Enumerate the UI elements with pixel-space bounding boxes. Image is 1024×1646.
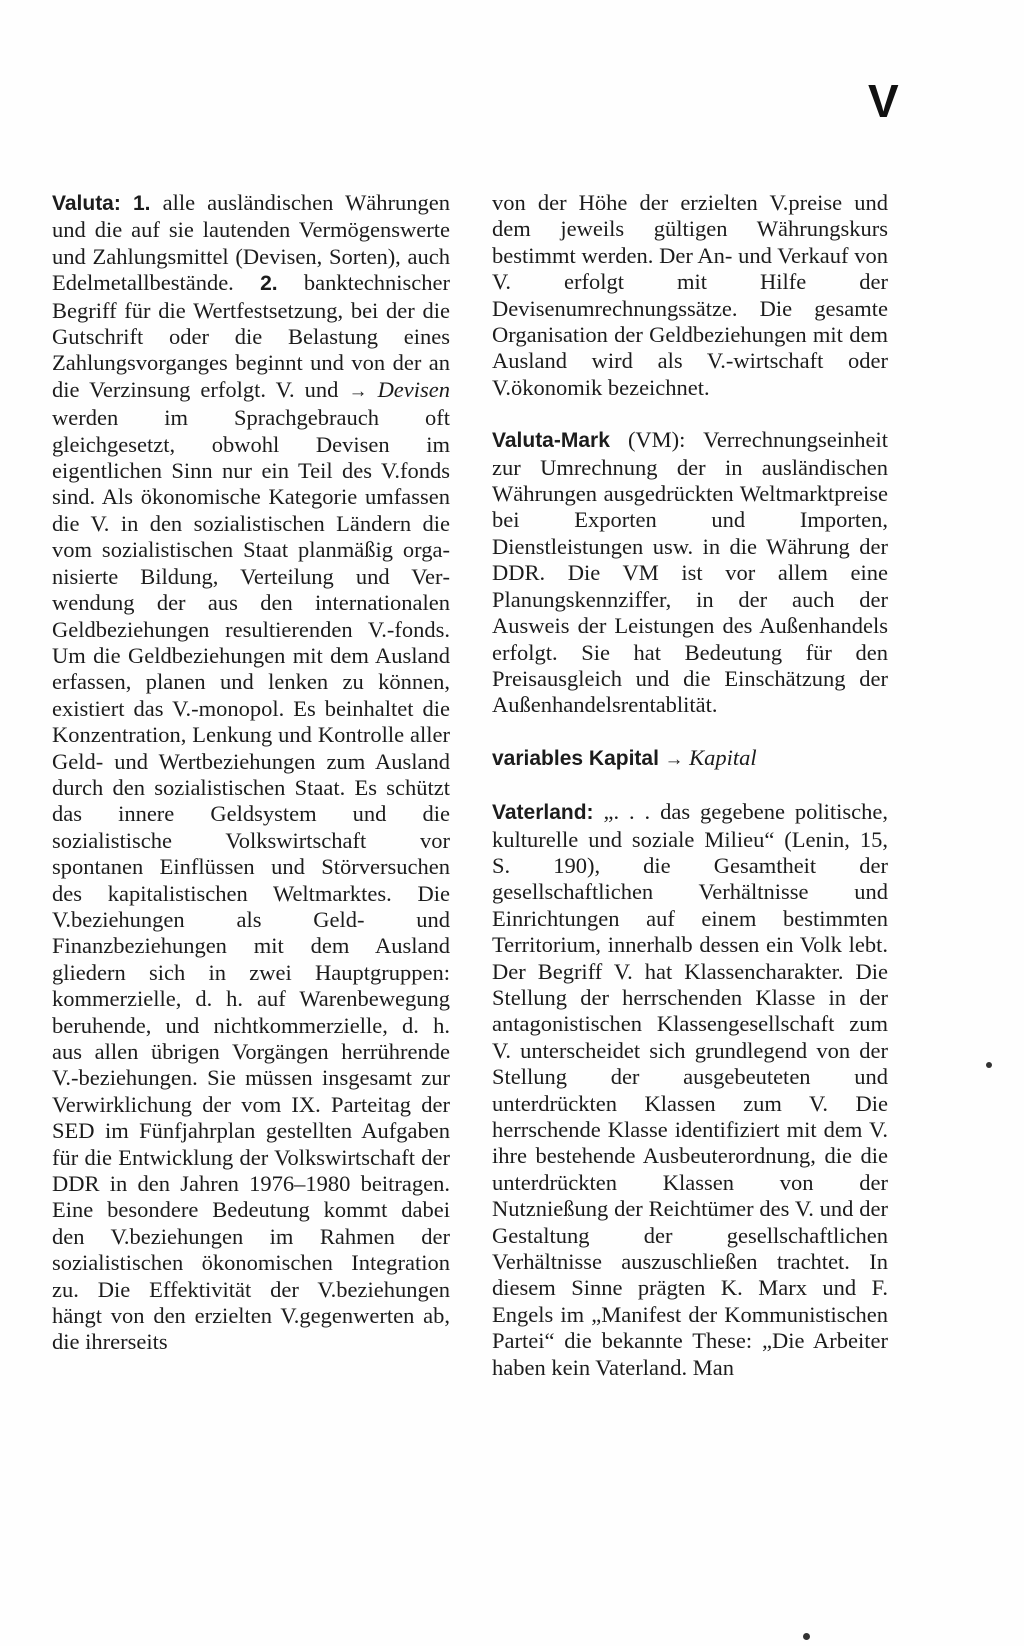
- entry-text: banktechnischer Begriff für die Wertfestsetzung, bei der die Gutschrift oder die Belastung eines Zahlungsvorganges beginnt und von der an die Verzinsung erfolgt. V. und: [52, 270, 451, 402]
- cross-reference-link[interactable]: Kapital: [689, 744, 757, 770]
- entry-headword: Vaterland:: [492, 801, 594, 825]
- scan-speck: [803, 1633, 810, 1640]
- cross-reference-arrow-icon: →: [348, 380, 368, 402]
- sense-number: 2.: [260, 272, 278, 296]
- entry-text: alle ausländischen Währungen und die auf sie lautenden Vermögenswerte und Zahlungsmittel (Devisen, Sorten), auch Edelmetallbestände.: [52, 190, 451, 296]
- entry-headword: Valuta:: [52, 192, 121, 215]
- entry-headword: variables Kapital: [492, 746, 659, 770]
- entry-text: von der Höhe der erzielten V.preise und dem jeweils gültigen Währungskurs bestimmt werden. Der An- und Verkauf von V. erfolgt mit Hilfe der Devisenumrechnungssätze. Die gesamte Organisation der Geldbeziehungen mit dem Ausland wird als V.-wirtschaft oder V.ökonomik bezeichnet.: [492, 190, 888, 400]
- left-column: [52, 190, 450, 1356]
- entry-text: „. . . das gegebene politische, kulturelle und soziale Milieu“ (Lenin, 15, S. 190), die Gesamtheit der gesellschaftlichen Verhältnisse und Einrichtungen auf einem bestimmten Territorium, innerhalb dessen ein Volk lebt. Der Begriff V. hat Klassencharakter. Die Stellung der herrschenden Klasse in der antagonistischen Klassengesellschaft zum V. unterscheidet sich grundlegend von der Stellung der ausgebeuteten und unterdrückten Klassen zum V. Die herrschende Klasse identifiziert mit dem V. ihre bestehende Ausbeuterordnung, die die unterdrückten Klassen von der Nutznießung der Reichtümer des V. und der Gestaltung der gesellschaftlichen Verhältnisse auszuschließen trachtet. In diesem Sinne prägten K. Marx und F. Engels im „Manifest der Kommunistischen Partei“ die bekannte These: „Die Arbeiter haben kein Vaterland. Man: [492, 799, 888, 1380]
- entry-text: Verrechnungseinheit zur Umrechnung der in ausländischen Währungen ausgedrückten Weltmarktpreise bei Exporten und Importen, Dienstleistungen usw. in die Währung der DDR. Die VM ist vor allem eine Planungskennziffer, in der auch der Ausweis der Leistungen des Außenhandels erfolgt. Sie hat Bedeutung für den Preisausgleich und die Einschätzung der Außenhandelsrentablität.: [492, 427, 889, 718]
- entry-valuta-continued: [492, 190, 888, 401]
- entry-headword: Valuta-Mark: [492, 429, 610, 453]
- scan-speck: [986, 1062, 992, 1068]
- section-letter: V: [868, 75, 899, 127]
- entry-variables-kapital: [492, 745, 888, 773]
- cross-reference-arrow-icon: →: [664, 748, 684, 770]
- right-column: [492, 190, 888, 1381]
- entry-valuta: [52, 190, 450, 1356]
- entry-valuta-mark: [492, 427, 888, 718]
- cross-reference-link[interactable]: Devisen: [377, 376, 451, 402]
- entry-vaterland: [492, 799, 888, 1381]
- entry-abbreviation: (VM):: [627, 427, 686, 453]
- entry-text: werden im Sprachgebrauch oft gleichgesetzt, obwohl Devisen im eigentlichen Sinn nur ein Teil des V.fonds sind. Als ökonomische Kategorie umfassen die V. in den sozialistischen Ländern die vom sozialistischen Staat planmäßig organisierte Bildung, Verteilung und Verwendung der aus den internationalen Geldbeziehungen resultierenden V.-fonds. Um die Geldbeziehungen mit dem Ausland erfassen, planen und lenken zu können, existiert das V.-monopol. Es beinhaltet die Konzentration, Lenkung und Kontrolle aller Geld- und Wertbeziehungen zum Ausland durch den sozialistischen Staat. Es schützt das innere Geldsystem und die sozialistische Volkswirtschaft vor spontanen Einflüssen und Störversuchen des kapitalistischen Weltmarktes. Die V.beziehungen als Geld- und Finanzbeziehungen mit dem Ausland gliedern sich in zwei Hauptgruppen: kommerzielle, d. h. auf Warenbewegung beruhende, und nichtkommerzielle, d. h. aus allen übrigen Vorgängen herrührende V.-beziehungen. Sie müssen insgesamt zur Verwirklichung der vom IX. Parteitag der SED im Fünfjahrplan gestellten Aufgaben für die Entwicklung der Volkswirtschaft der DDR in den Jahren 1976–1980 beitragen. Eine besondere Bedeutung kommt dabei den V.beziehungen im Rahmen der sozialistischen ökonomischen Integration zu. Die Effektivität der V.beziehungen hängt von den erzielten V.gegenwerten ab, die ihrerseits: [52, 405, 450, 1355]
- sense-number: 1.: [132, 192, 151, 215]
